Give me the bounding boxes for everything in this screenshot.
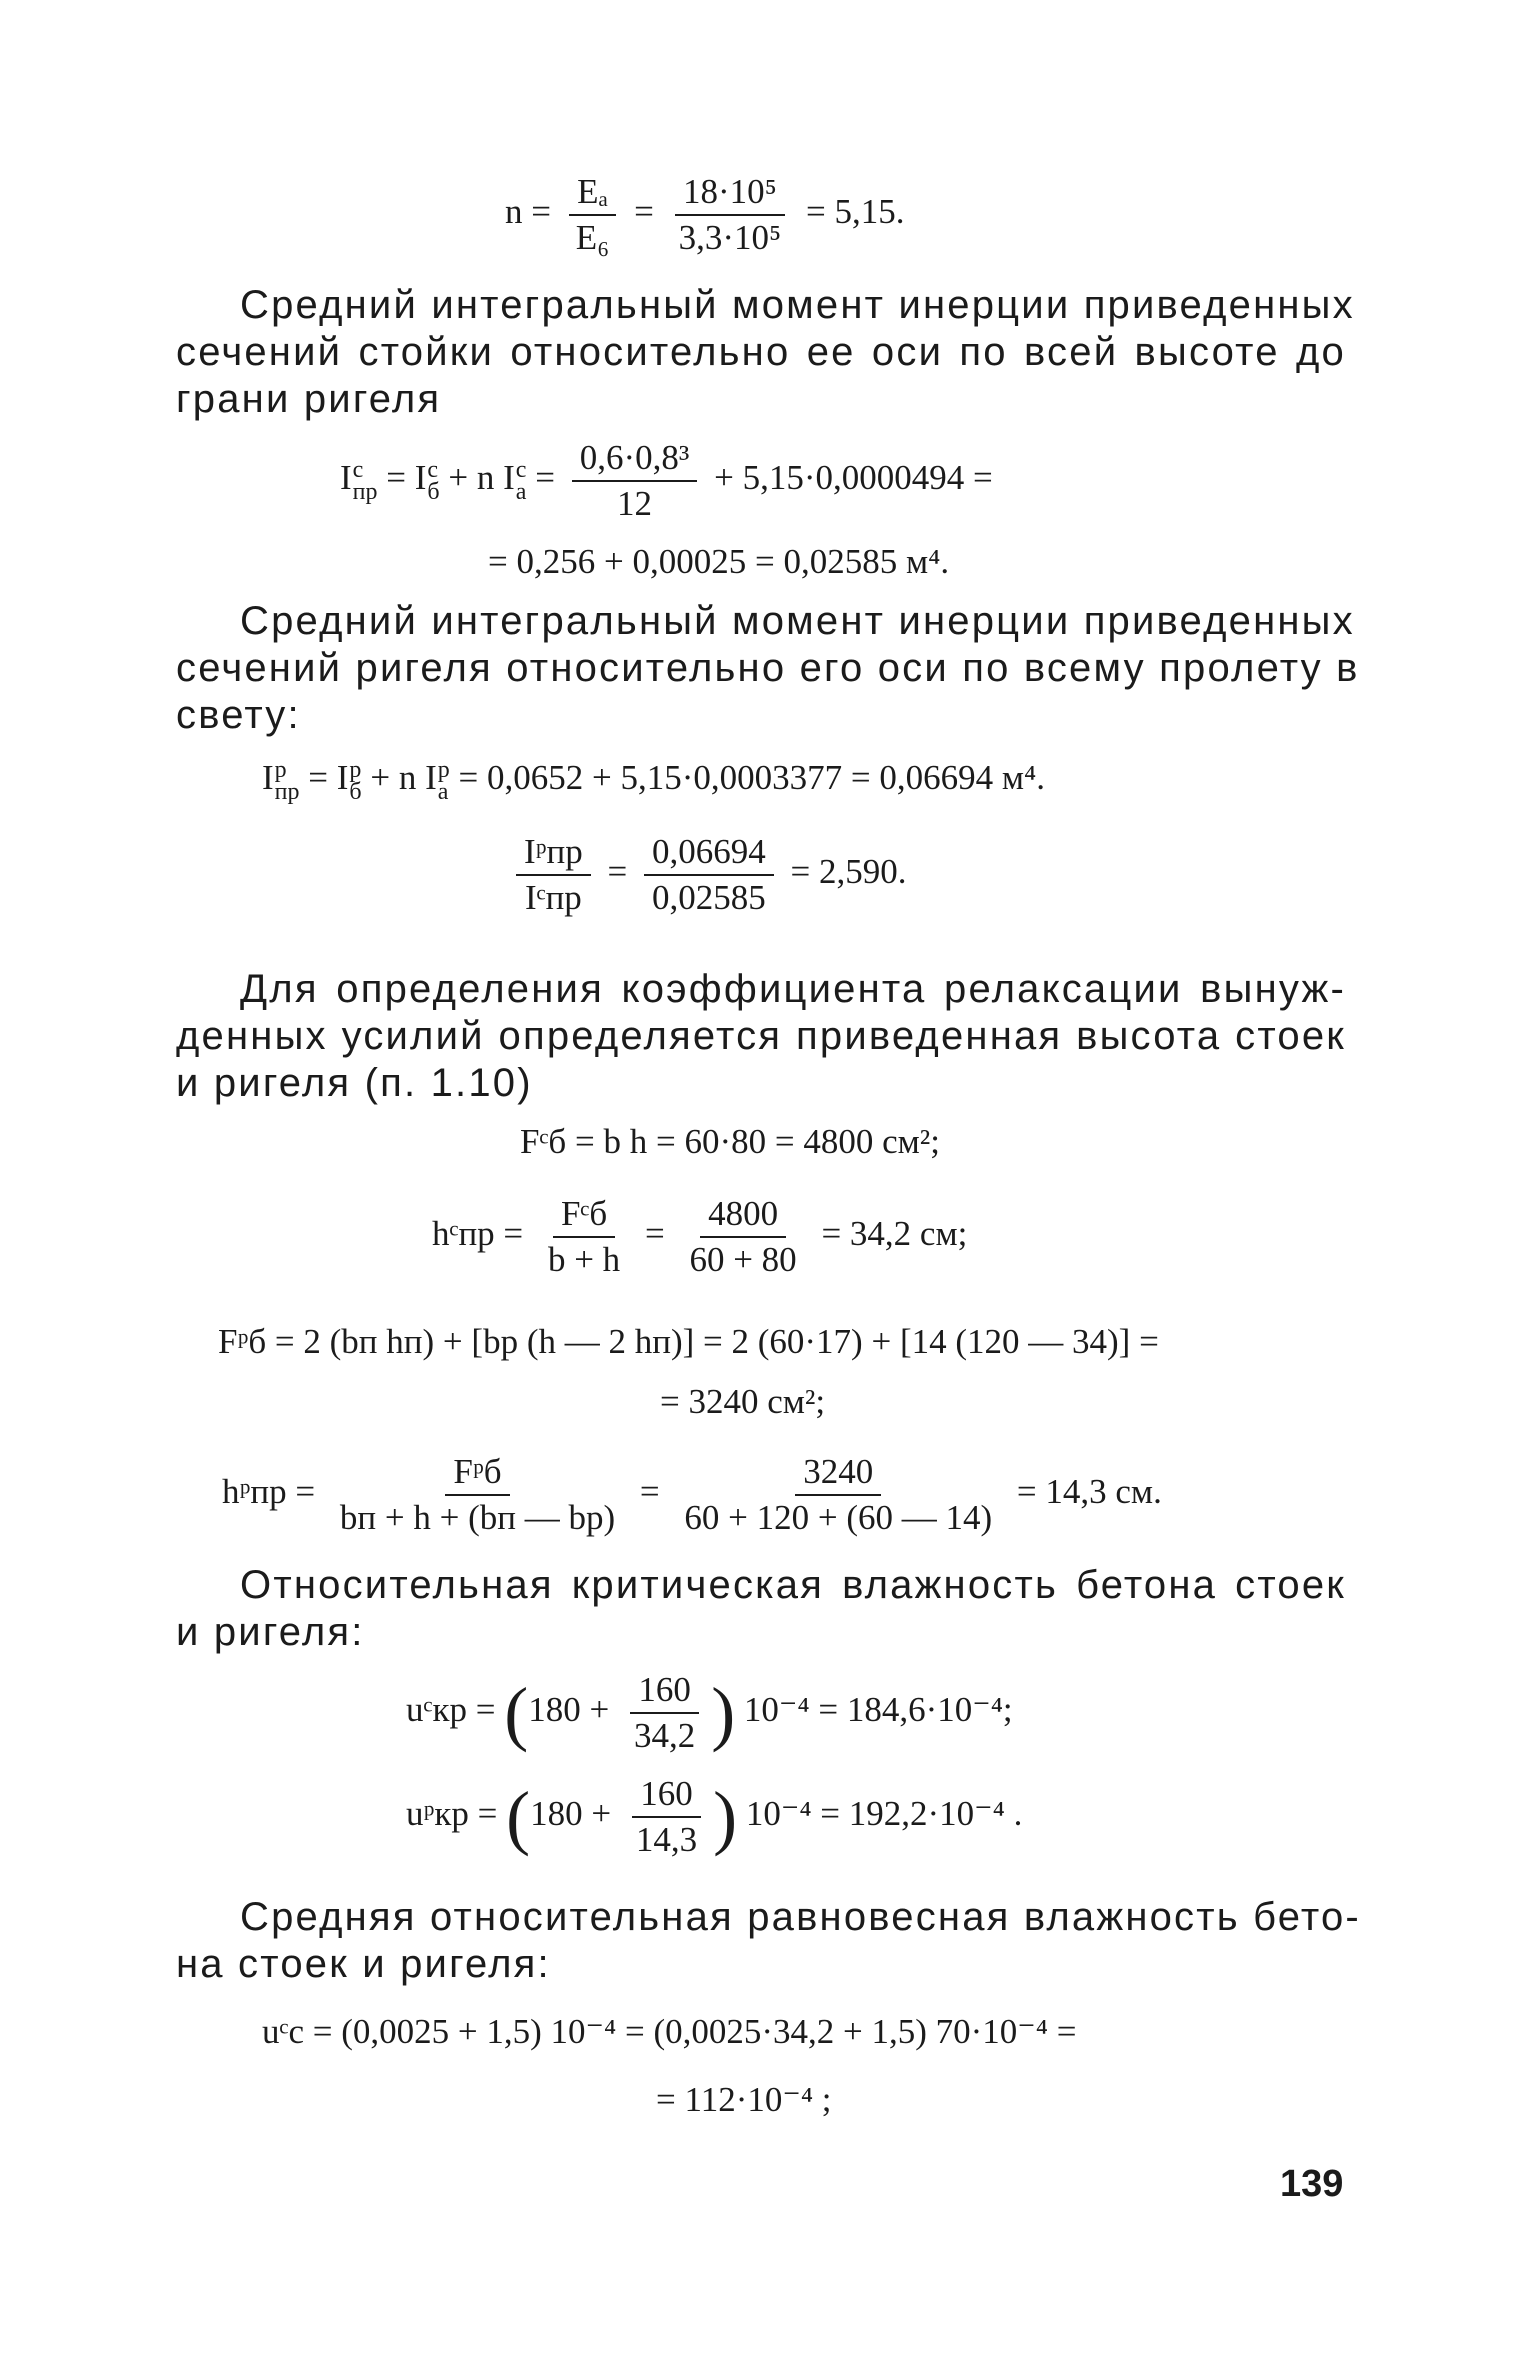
fraction: $\frac{\text{Fᶜб}}{b + h}$ xyxy=(547,1194,621,1279)
equation-beam-area-result: = 3240 см²; xyxy=(660,1382,826,1421)
paragraph-relaxation: Для определения коэффициента релаксации вынуж- денных усилий определяется приведенная высота стоек и ригеля (п. 1.10) xyxy=(176,967,1346,1105)
equation-equilibrium-moisture: uᶜс = (0,0025 + 1,5) 10⁻⁴ = (0,0025·34,2 + 1,5) 70·10⁻⁴ = xyxy=(262,2012,1077,2051)
fraction: $\frac{\text{Iᵖпр}}{\text{Iᶜпр}}$ xyxy=(516,830,591,920)
equation-column-inertia-result: = 0,256 + 0,00025 = 0,02585 м⁴. xyxy=(488,542,950,581)
fraction: $\frac{0,06694}{0,02585}$ xyxy=(644,830,774,920)
equation-modular-ratio: n = $\frac{\text{Eₐ}}{\text{E₆}}$ = $\frac{\text{18·10⁵}}{\text{3,3·10⁵}}$ = 5,15. xyxy=(505,170,904,260)
equation-column-inertia: I с пр = I с б + n I с а = $\frac{\text{0,6·0,8³}}{12}$ + 5,15·0,0000494 = xyxy=(340,436,993,526)
fraction: $\frac{3240}{60 + 120 + (60 — 14)}$ xyxy=(684,1452,993,1537)
equation-beam-inertia: I р пр = I р б + n I р а = 0,0652 + 5,15·0,0003377 = 0,06694 м⁴. xyxy=(262,756,1046,805)
page-number: 139 xyxy=(1280,2163,1344,2205)
equation-beam-area: Fᵖб = 2 (bп hп) + [bр (h — 2 hп)] = 2 (60·17) + [14 (120 — 34)] = xyxy=(218,1322,1159,1361)
fraction: $\frac{4800}{60 + 80}$ xyxy=(689,1194,797,1279)
fraction: $\frac{\text{0,6·0,8³}}{12}$ xyxy=(572,436,698,526)
fraction: $\frac{\text{Eₐ}}{\text{E₆}}$ xyxy=(568,170,618,260)
equation-column-height: hᶜпр = $\frac{\text{Fᶜб}}{b + h}$ = $\frac{4800}{60 + 80}$ = 34,2 см; xyxy=(432,1192,967,1282)
equation-equilibrium-moisture-result: = 112·10⁻⁴ ; xyxy=(656,2080,832,2119)
paragraph-column-inertia: Средний интегральный момент инерции приведенных сечений стойки относительно ее оси по всей высоте до грани ригеля xyxy=(176,283,1355,421)
fraction: $\frac{\text{18·10⁵}}{\text{3,3·10⁵}}$ xyxy=(671,170,790,260)
paragraph-critical-moisture: Относительная критическая влажность бетона стоек и ригеля: xyxy=(176,1563,1346,1654)
paragraph-equilibrium-moisture: Средняя относительная равновесная влажность бето- на стоек и ригеля: xyxy=(176,1895,1361,1986)
equation-inertia-ratio: $\frac{\text{Iᵖпр}}{\text{Iᶜпр}}$ = $\frac{0,06694}{0,02585}$ = 2,590. xyxy=(508,830,907,920)
equation-beam-critical-moisture: uᵖкр = (180 + $\frac{160}{14,3}$ ) 10⁻⁴ = 192,2·10⁻⁴ . xyxy=(406,1772,1022,1862)
fraction: $\frac{160}{34,2}$ xyxy=(626,1668,703,1758)
paragraph-beam-inertia: Средний интегральный момент инерции приведенных сечений ригеля относительно его оси по всему пролету в свету: xyxy=(176,599,1360,737)
equation-column-critical-moisture: uᶜкр = (180 + $\frac{160}{34,2}$ ) 10⁻⁴ = 184,6·10⁻⁴; xyxy=(406,1668,1013,1758)
fraction: $\frac{160}{14,3}$ xyxy=(628,1772,705,1862)
equation-beam-height: hᵖпр = $\frac{\text{Fᵖб}}{bп + h + (bп — bр)}$ = $\frac{3240}{60 + 120 + (60 — 14)}$ = 14,3 см. xyxy=(222,1450,1162,1540)
fraction: $\frac{\text{Fᵖб}}{bп + h + (bп — bр)}$ xyxy=(339,1452,616,1537)
equation-column-area: Fᶜб = b h = 60·80 = 4800 см²; xyxy=(520,1122,940,1161)
